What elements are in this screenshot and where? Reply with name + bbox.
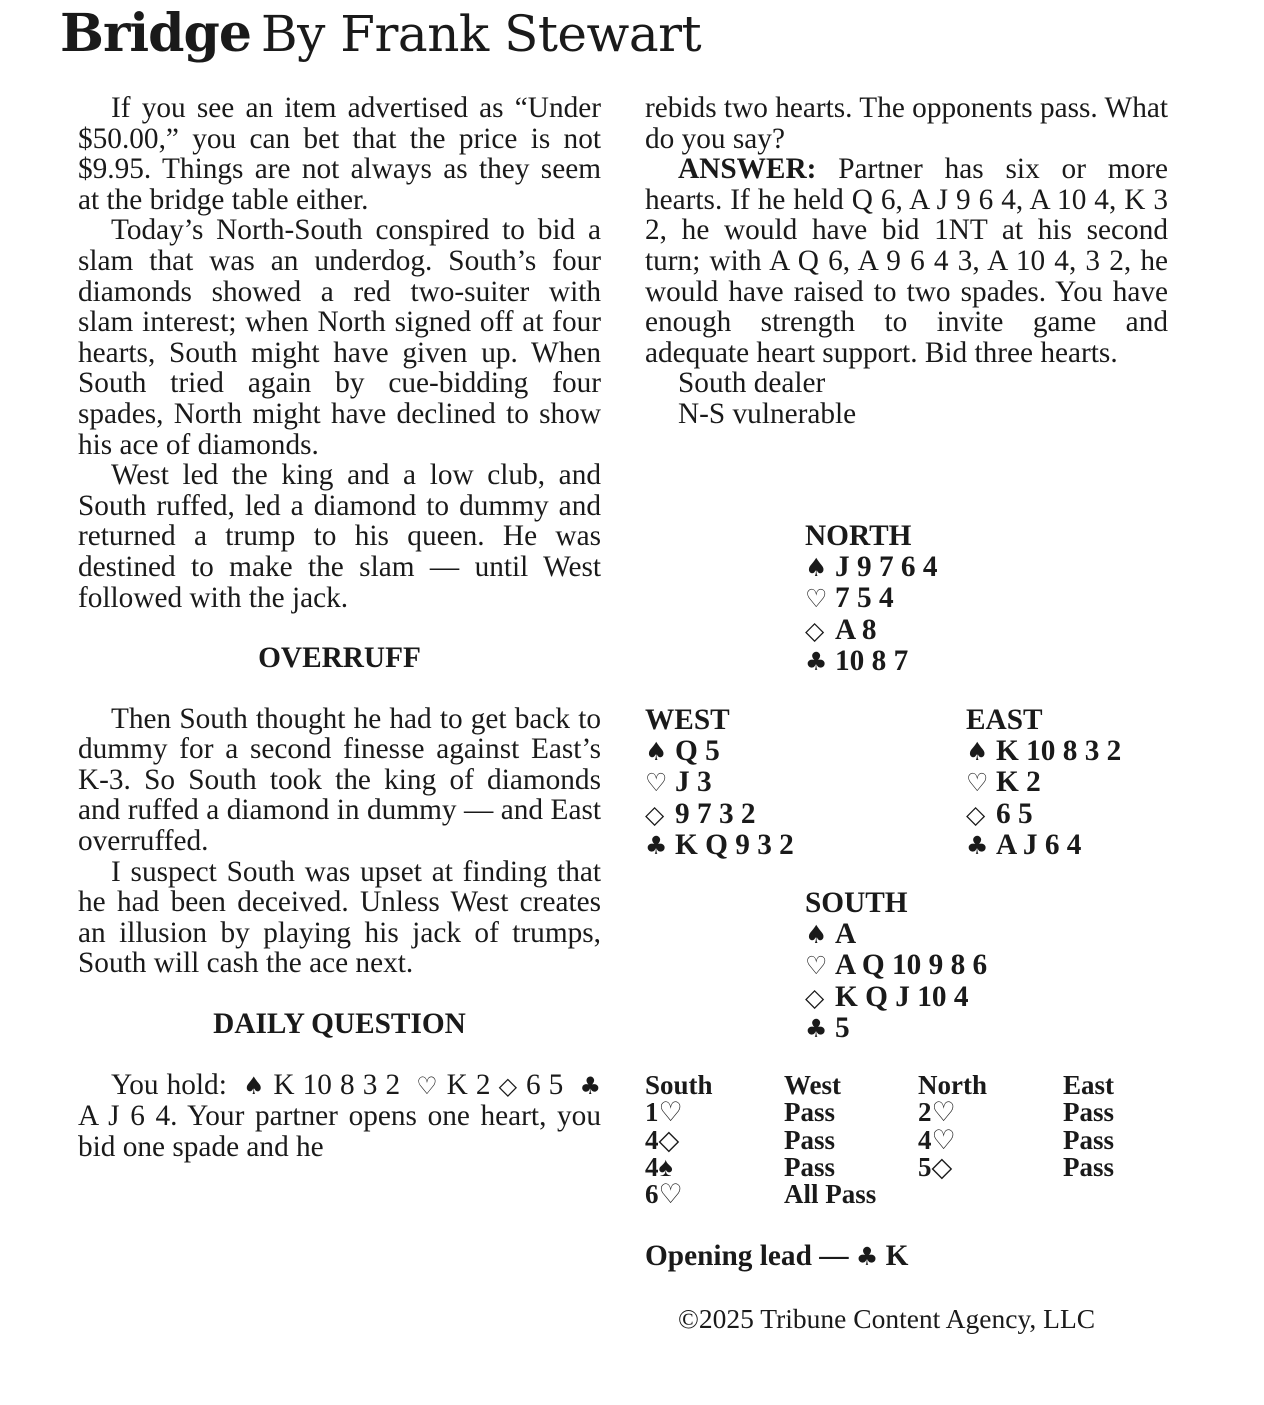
opening-lead: [645, 1240, 908, 1273]
east-hearts: K 2: [996, 766, 1041, 799]
article-paragraph: Today’s North-South conspired to bid a slam that was an underdog. South’s four diamonds showed a red two-suiter with slam interest; when North signed off at four hearts, South might have given up. When South tried again by cue-bidding four spades, North might have declined to show his ace of diamonds.: [78, 214, 601, 461]
section-heading-daily-question: DAILY QUESTION: [213, 1008, 466, 1041]
bid-cell: Pass: [1063, 1151, 1115, 1182]
west-diamonds: 9 7 3 2: [675, 797, 756, 830]
bidding-header-row: [645, 1072, 1173, 1099]
club-icon: ♣: [966, 831, 989, 861]
bidding-row: [645, 1151, 1173, 1182]
bidding-row: [645, 1124, 1173, 1155]
diamond-icon: ◇: [805, 615, 825, 645]
bid-cell: 4♡: [918, 1124, 956, 1155]
hand-west: [645, 705, 794, 862]
north-clubs: 10 8 7: [835, 645, 909, 678]
section-heading-overruff: OVERRUFF: [258, 642, 421, 675]
bid-cell: 1♡: [645, 1097, 683, 1128]
bid-cell: Pass: [1063, 1124, 1115, 1155]
bid-cell: [918, 1181, 1063, 1208]
spade-icon: ♠: [966, 736, 989, 766]
bidding-row: [645, 1099, 1173, 1126]
question-clubs: A J 6 4.: [78, 1100, 178, 1133]
heart-icon: ♡: [966, 768, 989, 798]
spade-icon: ♠: [243, 1071, 266, 1100]
copyright-notice: ©2025 Tribune Content Agency, LLC: [678, 1303, 1096, 1334]
answer-text: Partner has six or more hearts. If he held Q 6, A J 9 6 4, A 10 4, K 3 2, he would have bid 1NT at his second turn; with A Q 6, A 9 6 4 3, A 10 4, 3 2, he would have raised to two spades. You have enough strength to invite game and adequate heart support. Bid three hearts.: [645, 153, 1168, 369]
bidding-row: [645, 1181, 1173, 1208]
article-paragraph: I suspect South was upset at finding that he had been deceived. Unless West creates an illusion by playing his jack of trumps, South will cash the ace next.: [78, 855, 601, 980]
bid-cell: 5◇: [918, 1151, 953, 1182]
south-spades: A: [835, 917, 857, 950]
bid-cell: Pass: [784, 1097, 836, 1128]
answer-label: ANSWER:: [678, 153, 817, 186]
diamond-icon: ◇: [498, 1071, 518, 1100]
bidding-header: East: [1063, 1070, 1115, 1100]
opening-lead-label: Opening lead —: [645, 1240, 849, 1272]
diamond-icon: ◇: [805, 982, 825, 1012]
daily-question-text: [78, 1070, 601, 1163]
west-spades: Q 5: [675, 734, 720, 767]
bid-cell: [1063, 1181, 1173, 1208]
north-diamonds: A 8: [835, 613, 877, 646]
north-spades: J 9 7 6 4: [835, 550, 938, 583]
bid-cell: 4♠: [645, 1151, 673, 1182]
heart-icon: ♡: [416, 1071, 439, 1100]
hand-name: WEST: [645, 704, 730, 736]
west-clubs: K Q 9 3 2: [675, 829, 794, 862]
club-icon: ♣: [579, 1071, 602, 1100]
hand-name: NORTH: [805, 520, 912, 552]
opening-lead-card: K: [885, 1240, 909, 1272]
bid-cell: 4◇: [645, 1124, 680, 1155]
east-spades: K 10 8 3 2: [996, 734, 1122, 767]
question-hearts: K 2: [446, 1068, 491, 1101]
heart-icon: ♡: [645, 768, 668, 798]
spade-icon: ♠: [645, 736, 668, 766]
dealer-info: South dealer: [678, 367, 826, 400]
bid-cell: All Pass: [784, 1179, 877, 1210]
hand-south: [805, 888, 987, 1045]
club-icon: ♣: [855, 1242, 879, 1271]
bid-cell: Pass: [784, 1124, 836, 1155]
question-intro: You hold:: [111, 1068, 227, 1101]
east-clubs: A J 6 4: [996, 829, 1082, 862]
spade-icon: ♠: [805, 552, 828, 582]
article-paragraph: If you see an item advertised as “Under $50.00,” you can bet that the price is not $9.95. Things are not always as they seem at the bridge table either.: [78, 92, 601, 216]
bidding-header: North: [918, 1070, 987, 1100]
diamond-icon: ◇: [966, 799, 986, 829]
hand-name: SOUTH: [805, 887, 908, 919]
bid-cell: 6♡: [645, 1179, 683, 1210]
left-column: [78, 93, 601, 1162]
question-diamonds: 6 5: [525, 1068, 564, 1101]
club-icon: ♣: [645, 831, 668, 861]
column-title: Bridge: [60, 3, 251, 64]
bidding-table: [645, 1072, 1173, 1208]
spade-icon: ♠: [805, 919, 828, 949]
question-rest: Your partner opens one heart, you bid one spade and he: [78, 1100, 601, 1163]
vulnerability-info: N-S vulnerable: [678, 397, 857, 430]
heart-icon: ♡: [805, 951, 828, 981]
west-hearts: J 3: [675, 766, 712, 799]
bid-cell: 2♡: [918, 1097, 956, 1128]
south-diamonds: K Q J 10 4: [835, 980, 969, 1013]
answer-paragraph: [645, 154, 1168, 368]
bid-cell: Pass: [1063, 1097, 1115, 1128]
diamond-icon: ◇: [645, 799, 665, 829]
heart-icon: ♡: [805, 584, 828, 614]
question-spades: K 10 8 3 2: [273, 1068, 401, 1101]
club-icon: ♣: [805, 1014, 828, 1044]
bidding-header: South: [645, 1070, 713, 1100]
byline: By Frank Stewart: [260, 5, 702, 63]
right-column: [645, 93, 1168, 430]
bidding-header: West: [784, 1070, 841, 1100]
bid-cell: Pass: [784, 1151, 836, 1182]
club-icon: ♣: [805, 647, 828, 677]
hand-name: EAST: [966, 704, 1043, 736]
hand-north: [805, 521, 938, 678]
south-hearts: A Q 10 9 8 6: [835, 949, 988, 982]
question-continuation: rebids two hearts. The opponents pass. What do you say?: [645, 92, 1168, 155]
article-paragraph: West led the king and a low club, and South ruffed, led a diamond to dummy and returned a trump to his queen. He was destined to make the slam — until West followed with the jack.: [78, 459, 601, 614]
south-clubs: 5: [835, 1012, 850, 1045]
north-hearts: 7 5 4: [835, 582, 894, 615]
masthead: [60, 3, 702, 64]
east-diamonds: 6 5: [996, 797, 1033, 830]
article-paragraph: Then South thought he had to get back to dummy for a second finesse against East’s K-3. So South took the king of diamonds and ruffed a diamond in dummy — and East overruffed.: [78, 702, 601, 858]
hand-east: [966, 705, 1121, 862]
